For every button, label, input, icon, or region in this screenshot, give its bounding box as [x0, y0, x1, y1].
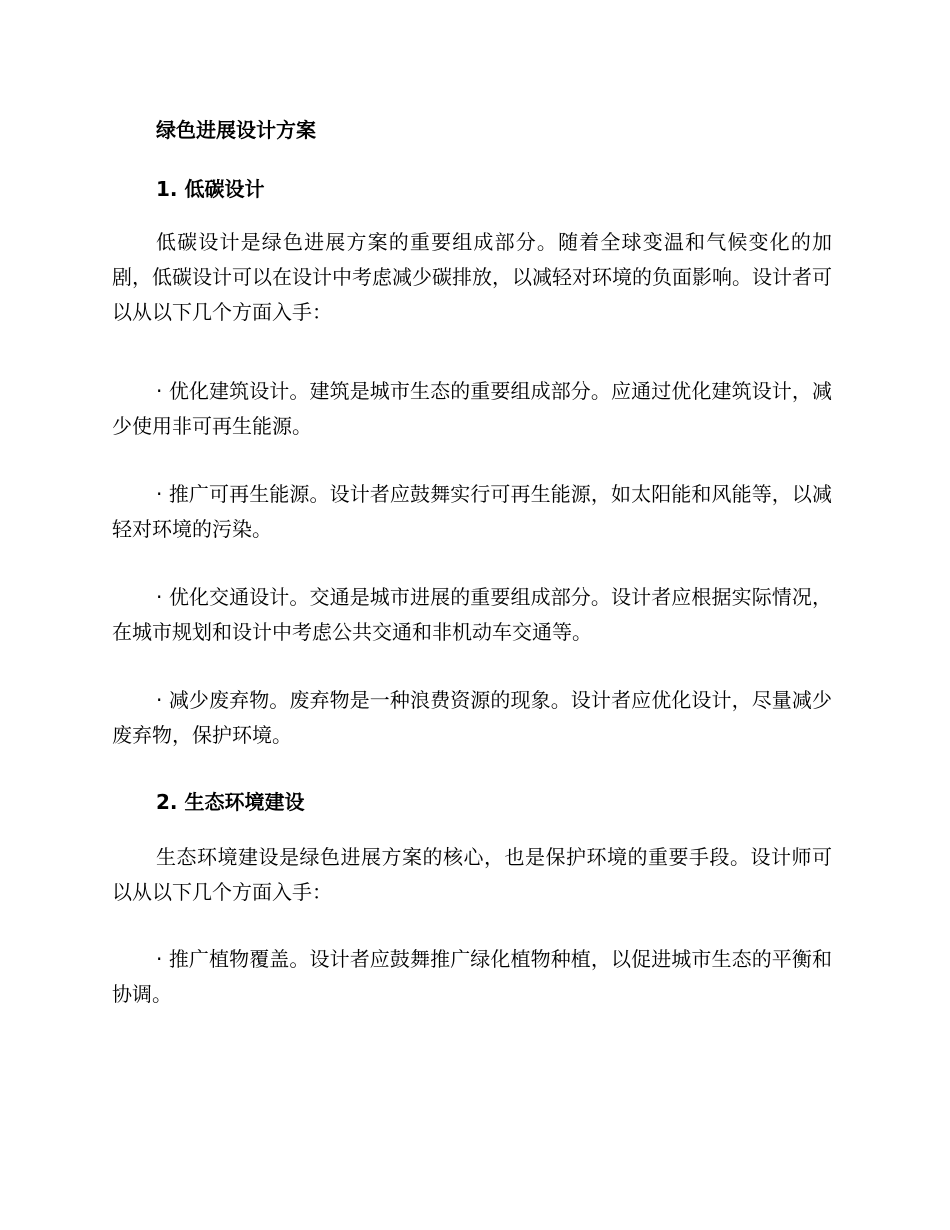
paragraph-low-carbon-intro: 低碳设计是绿色进展方案的重要组成部分。随着全球变温和气候变化的加剧，低碳设计可以在设计中考虑减少碳排放，以减轻对环境的负面影响。设计者可以从以下几个方面入手： — [112, 230, 832, 324]
list-item-plant-coverage: · 推广植物覆盖。设计者应鼓舞推广绿化植物种植，以促进城市生态的平衡和协调。 — [112, 947, 832, 1006]
list-item-transport-design: · 优化交通设计。交通是城市进展的重要组成部分。设计者应根据实际情况，在城市规划和设计中考虑公共交通和非机动车交通等。 — [112, 585, 832, 644]
list-item-building-design: · 优化建筑设计。建筑是城市生态的重要组成部分。应通过优化建筑设计，减少使用非可再生能源。 — [112, 379, 832, 438]
document-title: 绿色进展设计方案 — [156, 118, 316, 142]
section-heading-ecology: 2. 生态环境建设 — [156, 790, 305, 814]
list-item-reduce-waste: · 减少废弃物。废弃物是一种浪费资源的现象。设计者应优化设计，尽量减少废弃物，保护环境。 — [112, 688, 832, 747]
section-heading-low-carbon: 1. 低碳设计 — [156, 177, 265, 201]
paragraph-ecology-intro: 生态环境建设是绿色进展方案的核心，也是保护环境的重要手段。设计师可以从以下几个方面入手： — [112, 845, 832, 904]
list-item-renewable-energy: · 推广可再生能源。设计者应鼓舞实行可再生能源，如太阳能和风能等，以减轻对环境的污染。 — [112, 482, 832, 541]
